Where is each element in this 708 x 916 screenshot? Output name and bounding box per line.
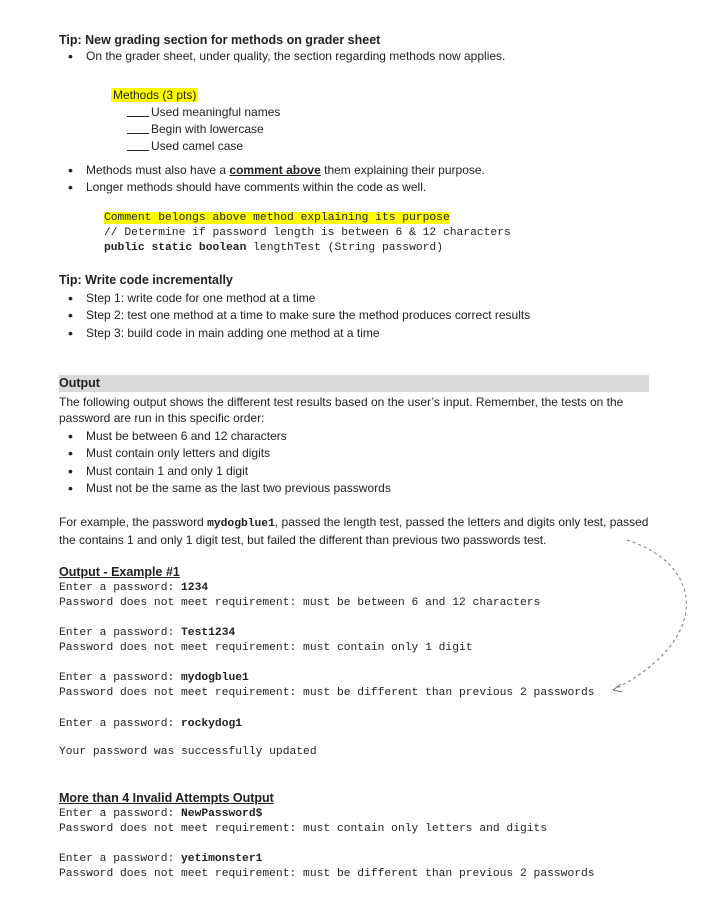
step-item: • Step 1: write code for one method at a time xyxy=(86,291,315,305)
console-result: Password does not meet requirement: must be different than previous 2 passwords xyxy=(59,868,595,880)
console-prompt: Enter a password: 1234 xyxy=(59,582,209,594)
console-prompt: Enter a password: Test1234 xyxy=(59,627,236,639)
output-intro: The following output shows the different test results based on the user’s input. Remember, the tests on the password are run in this specific order: xyxy=(59,395,624,425)
test-order-item: • Must contain only letters and digits xyxy=(86,446,270,460)
step-item: • Step 3: build code in main adding one method at a time xyxy=(86,326,380,340)
methods-box-title: Methods (3 pts) xyxy=(113,88,197,102)
console-prompt: Enter a password: rockydog1 xyxy=(59,718,243,730)
tip-heading-incremental: Tip: Write code incrementally xyxy=(59,273,233,287)
console-prompt: Enter a password: mydogblue1 xyxy=(59,672,249,684)
console-prompt: Enter a password: yetimonster1 xyxy=(59,853,263,865)
tip-heading-methods: Tip: New grading section for methods on grader sheet xyxy=(59,33,381,47)
checklist-item: Used meaningful names xyxy=(127,105,280,119)
arrowhead-icon xyxy=(613,684,622,692)
example1-heading: Output - Example #1 xyxy=(59,565,180,579)
checklist-item: Begin with lowercase xyxy=(127,122,264,136)
step-item: • Step 2: test one method at a time to make sure the method produces correct results xyxy=(86,308,530,322)
code-signature: public static boolean lengthTest (String password) xyxy=(104,242,443,254)
console-result: Password does not meet requirement: must contain only letters and digits xyxy=(59,823,548,835)
code-highlight-note: Comment belongs above method explaining its purpose xyxy=(104,212,450,224)
console-result: Password does not meet requirement: must be different than previous 2 passwords xyxy=(59,687,595,699)
example-paragraph: For example, the password mydogblue1, passed the length test, passed the letters and digits only test, passed the contains 1 and only 1 digit test, but failed the different than previous two passwords test. xyxy=(59,515,649,547)
console-result: Password does not meet requirement: must be between 6 and 12 characters xyxy=(59,597,541,609)
example2-heading: More than 4 Invalid Attempts Output xyxy=(59,791,274,805)
bullet-longer-methods: • Longer methods should have comments within the code as well. xyxy=(86,180,426,194)
checklist-item: Used camel case xyxy=(127,139,243,153)
bullet-grader-sheet: • On the grader sheet, under quality, the section regarding methods now applies. xyxy=(86,49,505,63)
console-result: Password does not meet requirement: must contain only 1 digit xyxy=(59,642,473,654)
output-heading: Output xyxy=(59,376,100,390)
test-order-item: • Must be between 6 and 12 characters xyxy=(86,429,287,443)
code-comment: // Determine if password length is between 6 & 12 characters xyxy=(104,227,511,239)
console-success: Your password was successfully updated xyxy=(59,746,317,758)
test-order-item: • Must not be the same as the last two previous passwords xyxy=(86,481,391,495)
bullet-comment-above: • Methods must also have a comment above them explaining their purpose. xyxy=(86,163,485,177)
test-order-item: • Must contain 1 and only 1 digit xyxy=(86,464,248,478)
console-prompt: Enter a password: NewPassword$ xyxy=(59,808,263,820)
